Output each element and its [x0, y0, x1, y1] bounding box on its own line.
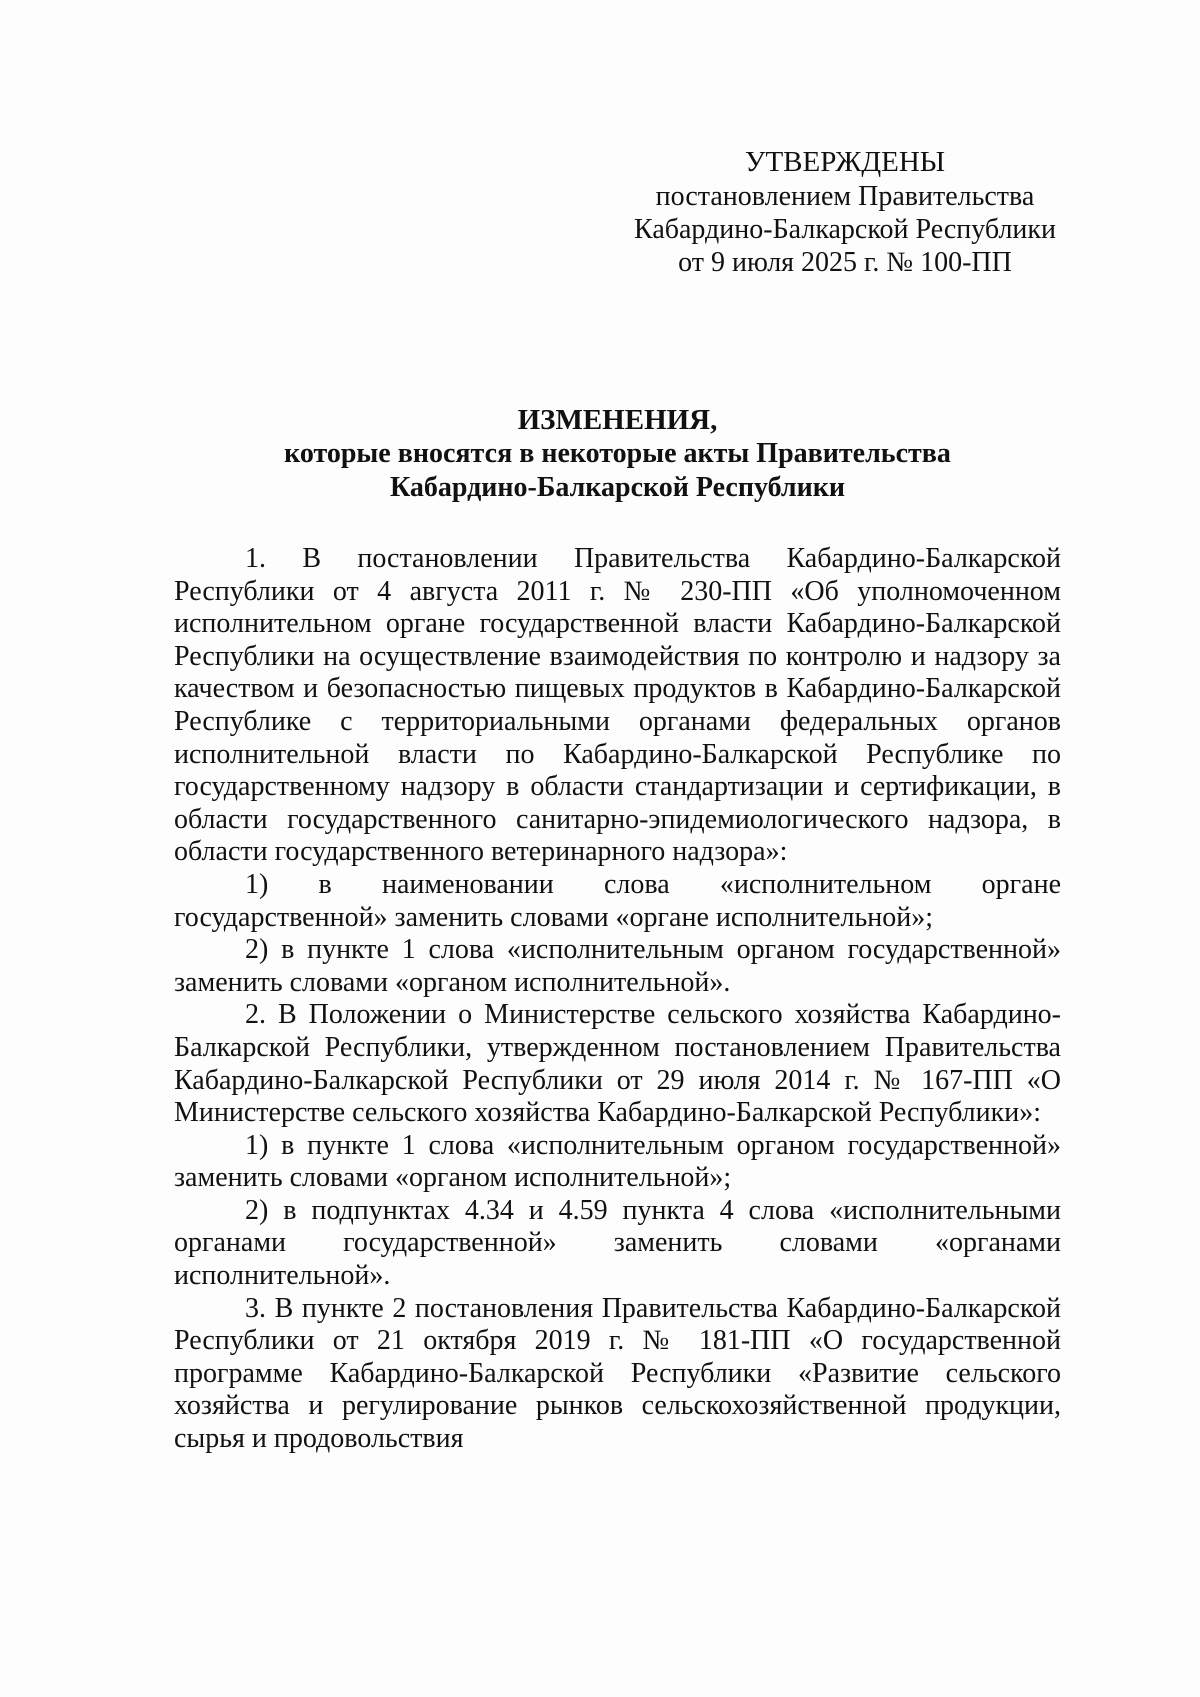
paragraph-item-2-2: 2) в подпунктах 4.34 и 4.59 пункта 4 слова «исполнительными органами государственной» заменить словами «органами исполнительной». — [174, 1194, 1061, 1292]
paragraph-item-2: 2. В Положении о Министерстве сельского хозяйства Кабардино-Балкарской Республики, утвержденном постановлением Правительства Кабардино-Балкарской Республики от 29 июля 2014 г. № 167-ПП «О Министерстве сельского хозяйства Кабардино-Балкарской Республики»: — [174, 999, 1061, 1129]
approval-decree-line: постановлением Правительства — [655, 181, 1035, 212]
paragraph-item-1-1: 1) в наименовании слова «исполнительном органе государственной» заменить словами «органе исполнительной»; — [174, 868, 1061, 933]
paragraph-item-3: 3. В пункте 2 постановления Правительства Кабардино-Балкарской Республики от 21 октября 2019 г. № 181-ПП «О государственной программе Кабардино-Балкарской Республики «Развитие сельского хозяйства и регулирование рынков сельскохозяйственной продукции, сырья и продовольствия — [174, 1292, 1061, 1455]
approval-title: УТВЕРЖДЕНЫ — [744, 146, 946, 178]
heading-title: ИЗМЕНЕНИЯ, — [517, 404, 718, 436]
paragraph-item-2-1: 1) в пункте 1 слова «исполнительным органом государственной» заменить словами «органом исполнительной»; — [174, 1129, 1061, 1194]
document-body — [174, 543, 1061, 1456]
paragraph-item-1-2: 2) в пункте 1 слова «исполнительным органом государственной» заменить словами «органом исполнительной». — [174, 934, 1061, 998]
document-heading — [170, 403, 1065, 505]
approval-date-line: от 9 июля 2025 г. № 100-ПП — [678, 247, 1012, 278]
approval-block — [625, 146, 1065, 279]
heading-subtitle-line-2: Кабардино-Балкарской Республики — [389, 472, 846, 503]
paragraph-item-1: 1. В постановлении Правительства Кабардино-Балкарской Республики от 4 августа 2011 г. № 230-ПП «Об уполномоченном исполнительном органе государственной власти Кабардино-Балкарской Республики на осуществление взаимодействия по контролю и надзору за качеством и безопасностью пищевых продуктов в Кабардино-Балкарской Республике с территориальными органами федеральных органов исполнительной власти по Кабардино-Балкарской Республике по государственному надзору в области стандартизации и сертификации, в области государственного санитарно-эпидемиологического надзора, в области государственного ветеринарного надзора»: — [174, 543, 1061, 868]
approval-government-line: Кабардино-Балкарской Республики — [634, 214, 1056, 245]
heading-subtitle-line-1: которые вносятся в некоторые акты Правительства — [284, 438, 951, 469]
